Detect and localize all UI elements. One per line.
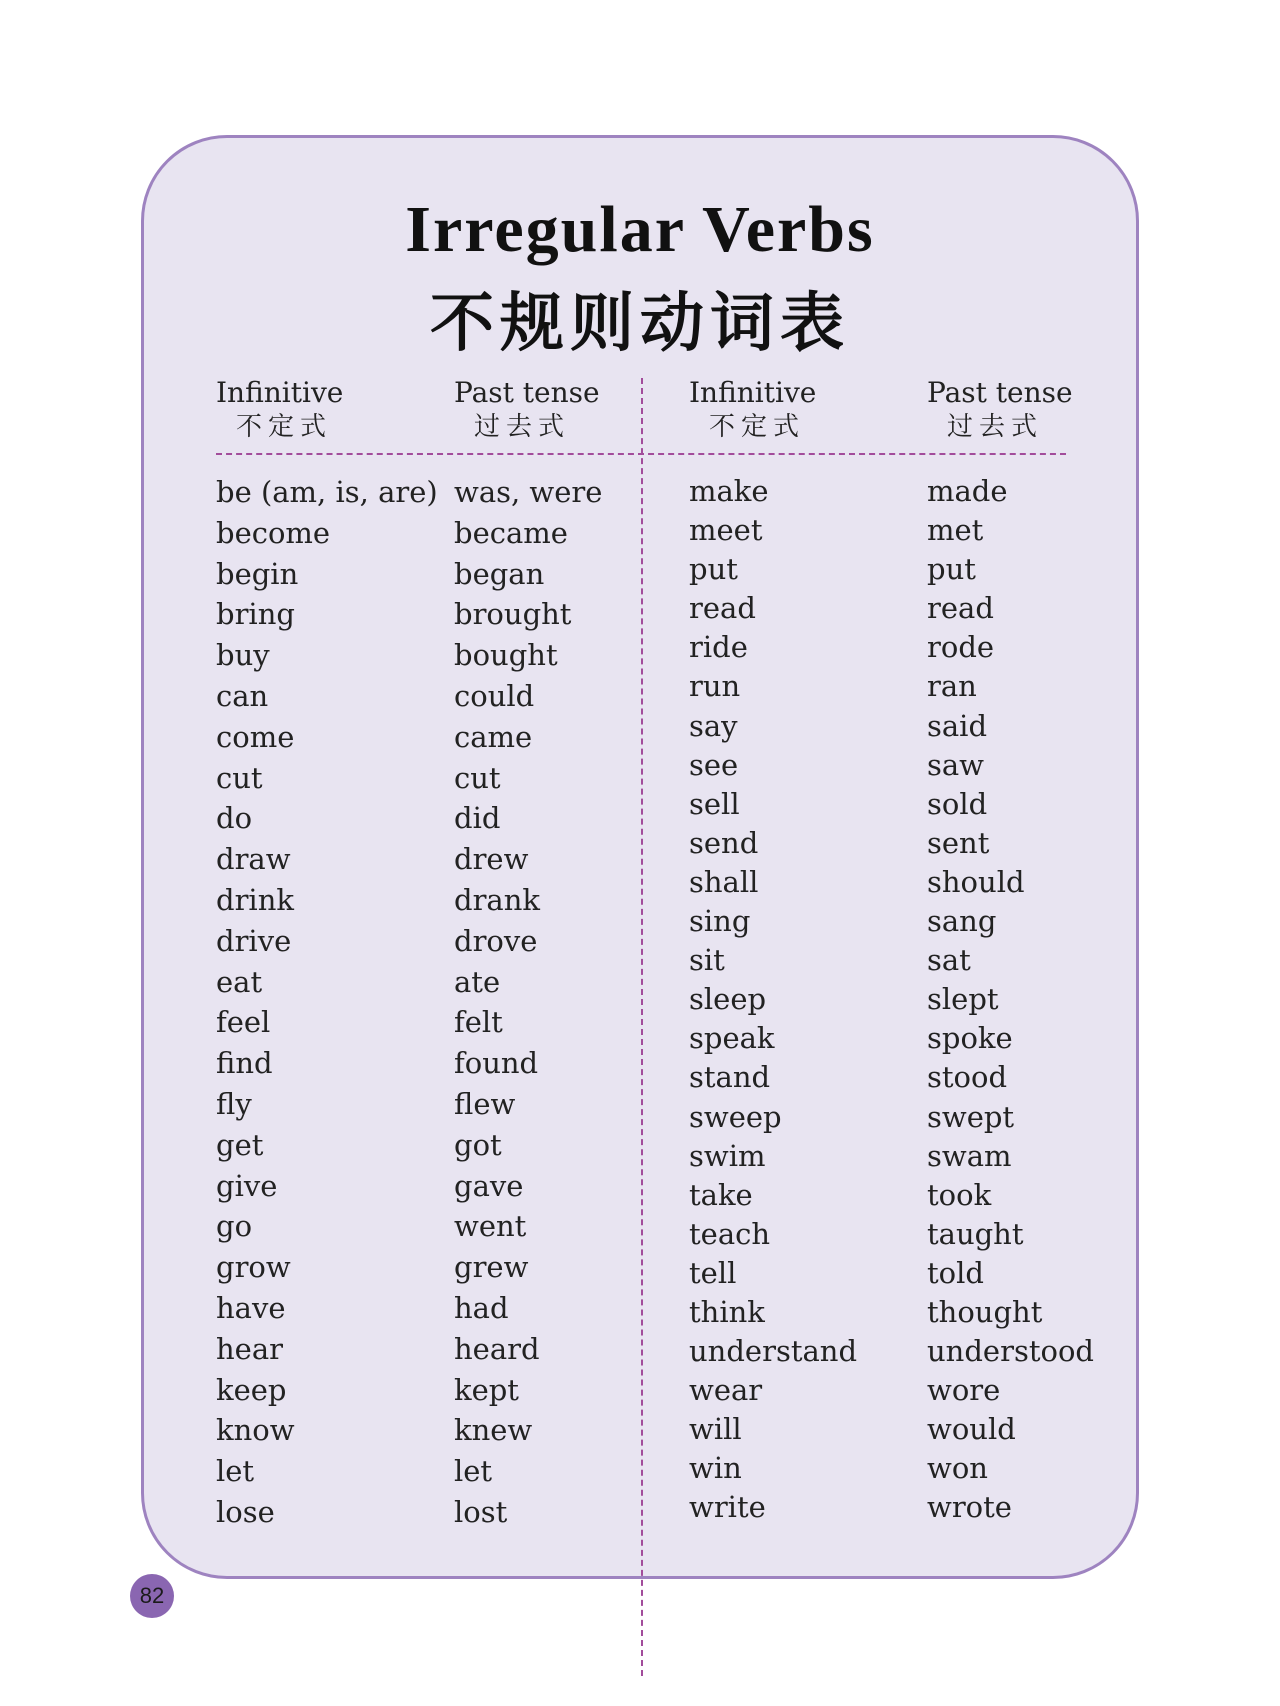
verb-item: hear	[216, 1331, 283, 1366]
verb-item: will	[689, 1412, 742, 1447]
verb-item: win	[689, 1451, 742, 1486]
column-header-past-tense: Past tense	[927, 376, 1073, 409]
verb-item: sold	[927, 786, 988, 821]
verb-item: keep	[216, 1372, 287, 1407]
verb-item: be (am, is, are)	[216, 475, 438, 509]
verb-item: swim	[689, 1138, 766, 1173]
verb-item: give	[216, 1168, 278, 1203]
verb-item: grew	[454, 1250, 529, 1285]
column-header-past-tense-chinese: 过去式	[947, 412, 1044, 442]
column-divider	[641, 378, 643, 1676]
verb-item: eat	[216, 964, 263, 999]
verb-item: wore	[927, 1373, 1001, 1408]
verb-item: kept	[454, 1372, 519, 1407]
verb-item: said	[927, 708, 988, 743]
verb-item: should	[927, 864, 1025, 899]
verb-item: heard	[454, 1331, 540, 1366]
verb-item: begin	[216, 556, 299, 591]
verb-item: sing	[689, 904, 751, 939]
verb-item: understood	[927, 1334, 1094, 1369]
verb-list	[454, 472, 602, 1533]
verb-item: speak	[689, 1021, 775, 1056]
verb-item: send	[689, 825, 759, 860]
verb-item: understand	[689, 1334, 858, 1369]
verb-item: drive	[216, 923, 292, 958]
verb-item: would	[927, 1412, 1016, 1447]
verb-item: read	[927, 591, 994, 626]
page-subtitle-chinese: 不规则动词表	[430, 287, 850, 361]
verb-item: draw	[216, 842, 291, 877]
verb-list	[689, 472, 857, 1528]
verb-item: came	[454, 719, 533, 754]
verb-item: won	[927, 1451, 988, 1486]
verb-item: was, were	[454, 475, 603, 509]
column-header-infinitive: Infinitive	[689, 376, 817, 409]
verb-item: read	[689, 591, 756, 626]
verb-item: knew	[454, 1413, 533, 1448]
verb-item: let	[216, 1454, 255, 1489]
verb-item: lost	[454, 1494, 508, 1529]
page-number-badge: 82	[130, 1574, 174, 1618]
verb-item: took	[927, 1177, 992, 1212]
verb-item: make	[689, 474, 769, 508]
verb-item: could	[454, 678, 535, 713]
verb-table-card	[141, 135, 1139, 1579]
verb-item: find	[216, 1046, 273, 1081]
page-title: Irregular Verbs	[405, 193, 875, 266]
verb-item: meet	[689, 513, 763, 548]
verb-item: shall	[689, 864, 759, 899]
verb-item: see	[689, 747, 739, 782]
verb-item: take	[689, 1177, 753, 1212]
column-header-past-tense: Past tense	[454, 376, 600, 409]
verb-item: ran	[927, 669, 977, 704]
verb-item: bring	[216, 597, 295, 632]
verb-item: sell	[689, 786, 740, 821]
verb-list	[927, 472, 1094, 1528]
verb-item: saw	[927, 747, 984, 782]
verb-item: sweep	[689, 1099, 782, 1134]
verb-item: put	[927, 552, 976, 587]
right-infinitive-column	[689, 376, 919, 1525]
left-infinitive-column	[216, 376, 446, 1529]
verb-item: put	[689, 552, 738, 587]
verb-item: run	[689, 669, 741, 704]
verb-item: can	[216, 678, 269, 713]
left-past-column	[454, 376, 684, 1529]
verb-item: cut	[454, 760, 501, 795]
verb-item: do	[216, 801, 253, 836]
verb-item: stood	[927, 1060, 1008, 1095]
column-header-infinitive-chinese: 不定式	[709, 412, 806, 442]
verb-item: grow	[216, 1250, 291, 1285]
verb-item: ride	[689, 630, 748, 665]
verb-item: brought	[454, 597, 572, 632]
column-header-past-tense-chinese: 过去式	[474, 412, 571, 442]
verb-item: get	[216, 1127, 264, 1162]
verb-item: went	[454, 1209, 527, 1244]
verb-item: made	[927, 474, 1008, 508]
verb-item: drew	[454, 842, 529, 877]
verb-item: cut	[216, 760, 263, 795]
verb-item: rode	[927, 630, 995, 665]
verb-item: wear	[689, 1373, 763, 1408]
verb-list	[216, 472, 438, 1533]
column-header-infinitive-chinese: 不定式	[236, 412, 333, 442]
verb-item: let	[454, 1454, 493, 1489]
verb-item: found	[454, 1046, 539, 1081]
verb-item: taught	[927, 1216, 1024, 1251]
verb-item: drank	[454, 882, 540, 917]
verb-item: become	[216, 515, 331, 550]
verb-item: swept	[927, 1099, 1015, 1134]
verb-item: flew	[454, 1086, 516, 1121]
verb-item: told	[927, 1255, 984, 1290]
verb-item: buy	[216, 638, 270, 673]
verb-item: come	[216, 719, 295, 754]
verb-item: stand	[689, 1060, 771, 1095]
verb-item: tell	[689, 1255, 737, 1290]
verb-item: think	[689, 1294, 765, 1329]
verb-item: had	[454, 1290, 509, 1325]
verb-item: spoke	[927, 1021, 1013, 1056]
verb-item: sleep	[689, 982, 767, 1017]
verb-item: sent	[927, 825, 990, 860]
verb-item: drove	[454, 923, 538, 958]
verb-item: write	[689, 1490, 766, 1525]
verb-item: felt	[454, 1005, 503, 1040]
verb-item: wrote	[927, 1490, 1012, 1525]
verb-item: met	[927, 513, 984, 548]
verb-item: slept	[927, 982, 999, 1017]
verb-item: sat	[927, 943, 971, 978]
verb-item: bought	[454, 638, 558, 673]
verb-item: fly	[216, 1086, 252, 1121]
verb-item: became	[454, 515, 568, 550]
right-past-column	[927, 376, 1157, 1525]
verb-item: got	[454, 1127, 502, 1162]
verb-item: began	[454, 556, 545, 591]
verb-item: lose	[216, 1494, 275, 1529]
verb-item: feel	[216, 1005, 271, 1040]
verb-item: know	[216, 1413, 295, 1448]
verb-item: sang	[927, 904, 997, 939]
verb-item: thought	[927, 1294, 1043, 1329]
verb-item: have	[216, 1290, 286, 1325]
verb-item: go	[216, 1209, 253, 1244]
verb-item: say	[689, 708, 738, 743]
verb-item: did	[454, 801, 501, 836]
verb-item: teach	[689, 1216, 771, 1251]
verb-item: drink	[216, 882, 294, 917]
verb-item: ate	[454, 964, 501, 999]
verb-item: swam	[927, 1138, 1012, 1173]
column-header-infinitive: Infinitive	[216, 376, 344, 409]
verb-item: gave	[454, 1168, 524, 1203]
verb-item: sit	[689, 943, 725, 978]
